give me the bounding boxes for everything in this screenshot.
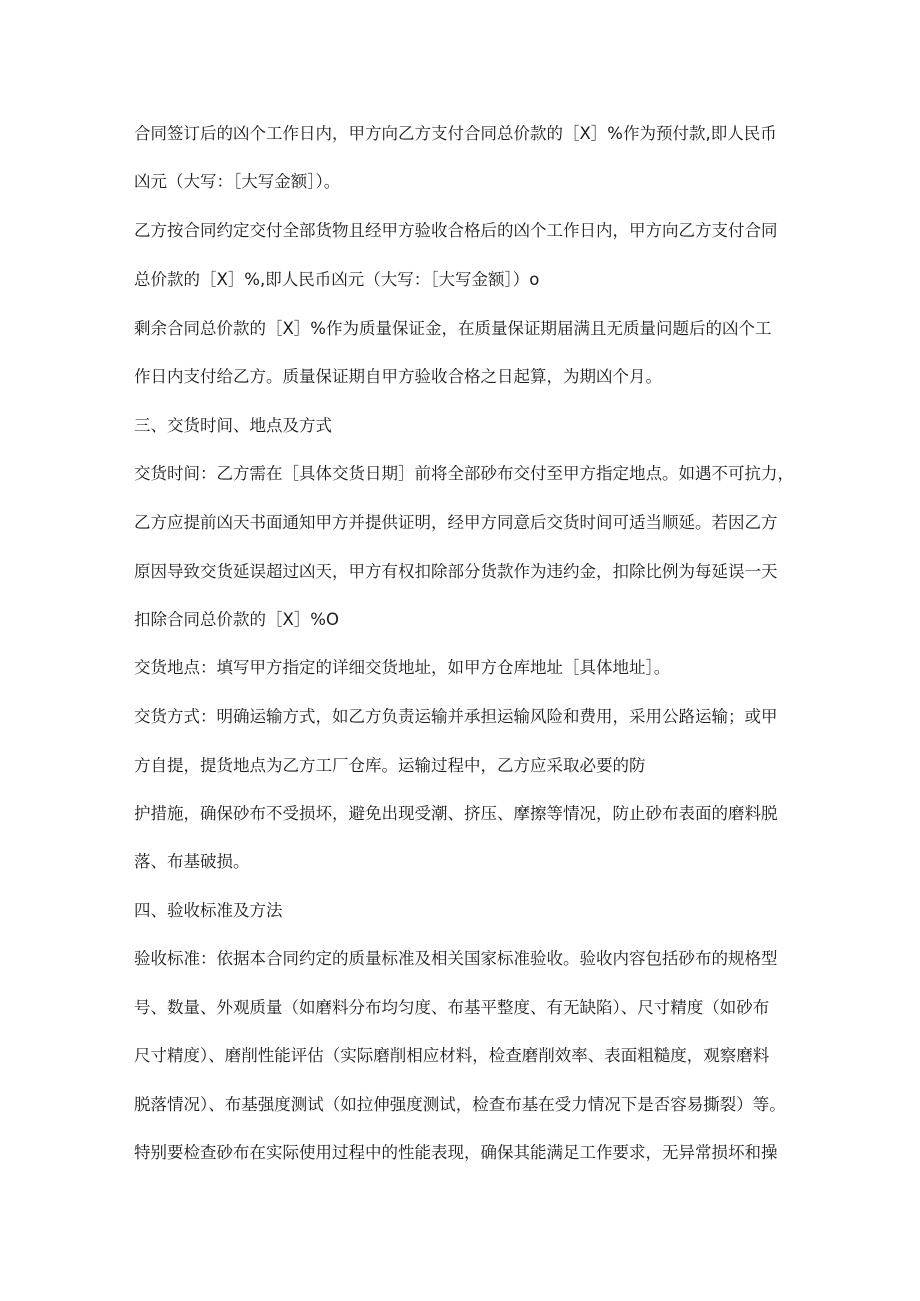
- text-line: 护措施，确保砂布不受损坏，避免出现受潮、挤压、摩擦等情况，防止砂布表面的磨料脱: [134, 804, 778, 823]
- text-line: 交货时间：乙方需在［具体交货日期］前将全部砂布交付至甲方指定地点。如遇不可抗力，: [134, 464, 794, 483]
- text-line: 扣除合同总价款的［X］%O: [134, 610, 339, 629]
- text-line: 原因导致交货延误超过凶天，甲方有权扣除部分货款作为违约金，扣除比例为每延误一天: [134, 562, 778, 581]
- text-line: 作日内支付给乙方。质量保证期自甲方验收合格之日起算，为期凶个月。: [134, 367, 662, 386]
- text-line: 凶元（大写：［大写金额］）。: [134, 172, 341, 191]
- text-line: 验收标准：依据本合同约定的质量标准及相关国家标准验收。验收内容包括砂布的规格型: [134, 949, 778, 968]
- text-line: 交货地点：填写甲方指定的详细交货地址，如甲方仓库地址［具体地址］。: [134, 658, 671, 677]
- text-line: 乙方按合同约定交付全部货物且经甲方验收合格后的凶个工作日内，甲方向乙方支付合同: [134, 221, 778, 240]
- text-line: 脱落情况）、布基强度测试（如拉伸强度测试，检查布基在受力情况下是否容易撕裂）等。: [134, 1095, 786, 1114]
- text-line: 总价款的［X］%,即人民币凶元（大写：［大写金额］）o: [134, 270, 540, 289]
- section-heading: 四、验收标准及方法: [134, 901, 283, 920]
- text-line: 方自提，提货地点为乙方工厂仓库。运输过程中，乙方应采取必要的防: [134, 756, 646, 775]
- text-line: 号、数量、外观质量（如磨料分布均匀度、布基平整度、有无缺陷）、尺寸精度（如砂布: [134, 998, 770, 1017]
- section-heading: 三、交货时间、地点及方式: [134, 416, 332, 435]
- text-line: 乙方应提前凶天书面通知甲方并提供证明，经甲方同意后交货时间可适当顺延。若因乙方: [134, 513, 778, 532]
- text-line: 尺寸精度）、磨削性能评估（实际磨削相应材料，检查磨削效率、表面粗糙度，观察磨料: [134, 1046, 770, 1065]
- text-line: 合同签订后的凶个工作日内，甲方向乙方支付合同总价款的［X］%作为预付款,即人民币: [134, 124, 777, 143]
- text-line: 落、布基破损。: [134, 852, 250, 871]
- text-line: 特别要检查砂布在实际使用过程中的性能表现，确保其能满足工作要求，无异常损坏和操: [134, 1143, 778, 1162]
- text-line: 剩余合同总价款的［X］%作为质量保证金，在质量保证期届满且无质量问题后的凶个工: [134, 319, 772, 338]
- text-line: 交货方式：明确运输方式，如乙方负责运输并承担运输风险和费用，采用公路运输；或甲: [134, 707, 778, 726]
